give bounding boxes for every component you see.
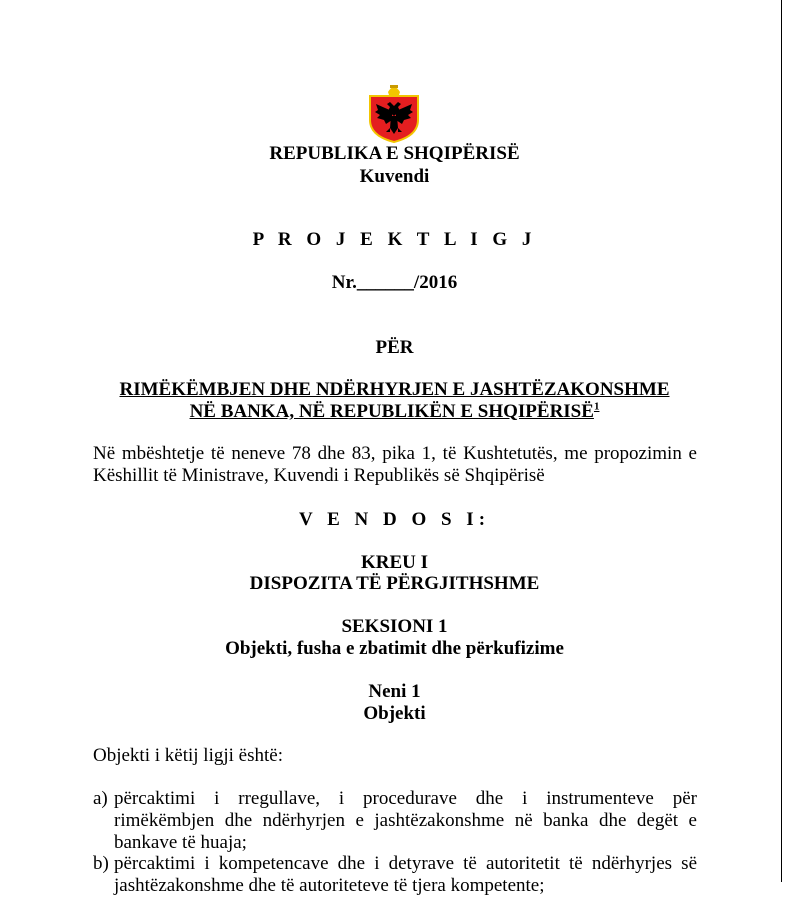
- list-item-line: rimëkëmbjen dhe ndërhyrjen e jashtëzakonshme në banka dhe degët e: [114, 810, 697, 831]
- law-title-line-2: [0, 401, 789, 423]
- article-label: Neni 1: [368, 681, 421, 702]
- list-marker: b): [93, 853, 109, 874]
- list-item-line: përcaktimi i kompetencave dhe i detyrave të autoritetit të ndërhyrjes së: [114, 853, 697, 874]
- document-type: P R O J E K T L I G J: [252, 229, 537, 250]
- list-item-text: [114, 788, 697, 854]
- article-title: Objekti: [363, 703, 426, 724]
- law-title-line-2-text: NË BANKA, NË REPUBLIKËN E SHQIPËRISË: [189, 401, 594, 422]
- preamble-line-2: Këshillit të Ministrave, Kuvendi i Republikës së Shqipërisë: [93, 465, 545, 486]
- chapter-label: KREU I: [360, 552, 429, 573]
- list-item-line: jashtëzakonshme dhe të autoriteteve të tjera kompetente;: [114, 875, 545, 896]
- article-intro: Objekti i këtij ligji është:: [93, 745, 283, 766]
- document-number: Nr.______/2016: [331, 272, 458, 293]
- preamble-line-1: Në mbështetje të neneve 78 dhe 83, pika 1, të Kushtetutës, me propozimin e: [93, 443, 697, 464]
- law-title-line-1: RIMËKËMBJEN DHE NDËRHYRJEN E JASHTËZAKONSHME: [119, 379, 670, 400]
- chapter-title: DISPOZITA TË PËRGJITHSHME: [249, 573, 540, 594]
- list-item-line: bankave të huaja;: [114, 832, 247, 853]
- section-label: SEKSIONI 1: [341, 616, 448, 637]
- per-heading: PËR: [375, 337, 414, 358]
- institution-name: Kuvendi: [359, 166, 430, 187]
- page-edge: [781, 0, 782, 882]
- footnote-reference[interactable]: 1: [593, 400, 600, 413]
- albania-coat-of-arms-icon: [366, 80, 422, 144]
- decision-heading: V E N D O S I:: [298, 509, 491, 530]
- list-item-line: përcaktimi i rregullave, i procedurave dhe i instrumenteve për: [114, 788, 697, 809]
- list-marker: a): [93, 788, 108, 809]
- list-item-text: [114, 853, 697, 897]
- preamble-paragraph: [93, 443, 697, 487]
- section-title: Objekti, fusha e zbatimit dhe përkufizime: [225, 638, 564, 659]
- country-name: REPUBLIKA E SHQIPËRISË: [269, 143, 520, 164]
